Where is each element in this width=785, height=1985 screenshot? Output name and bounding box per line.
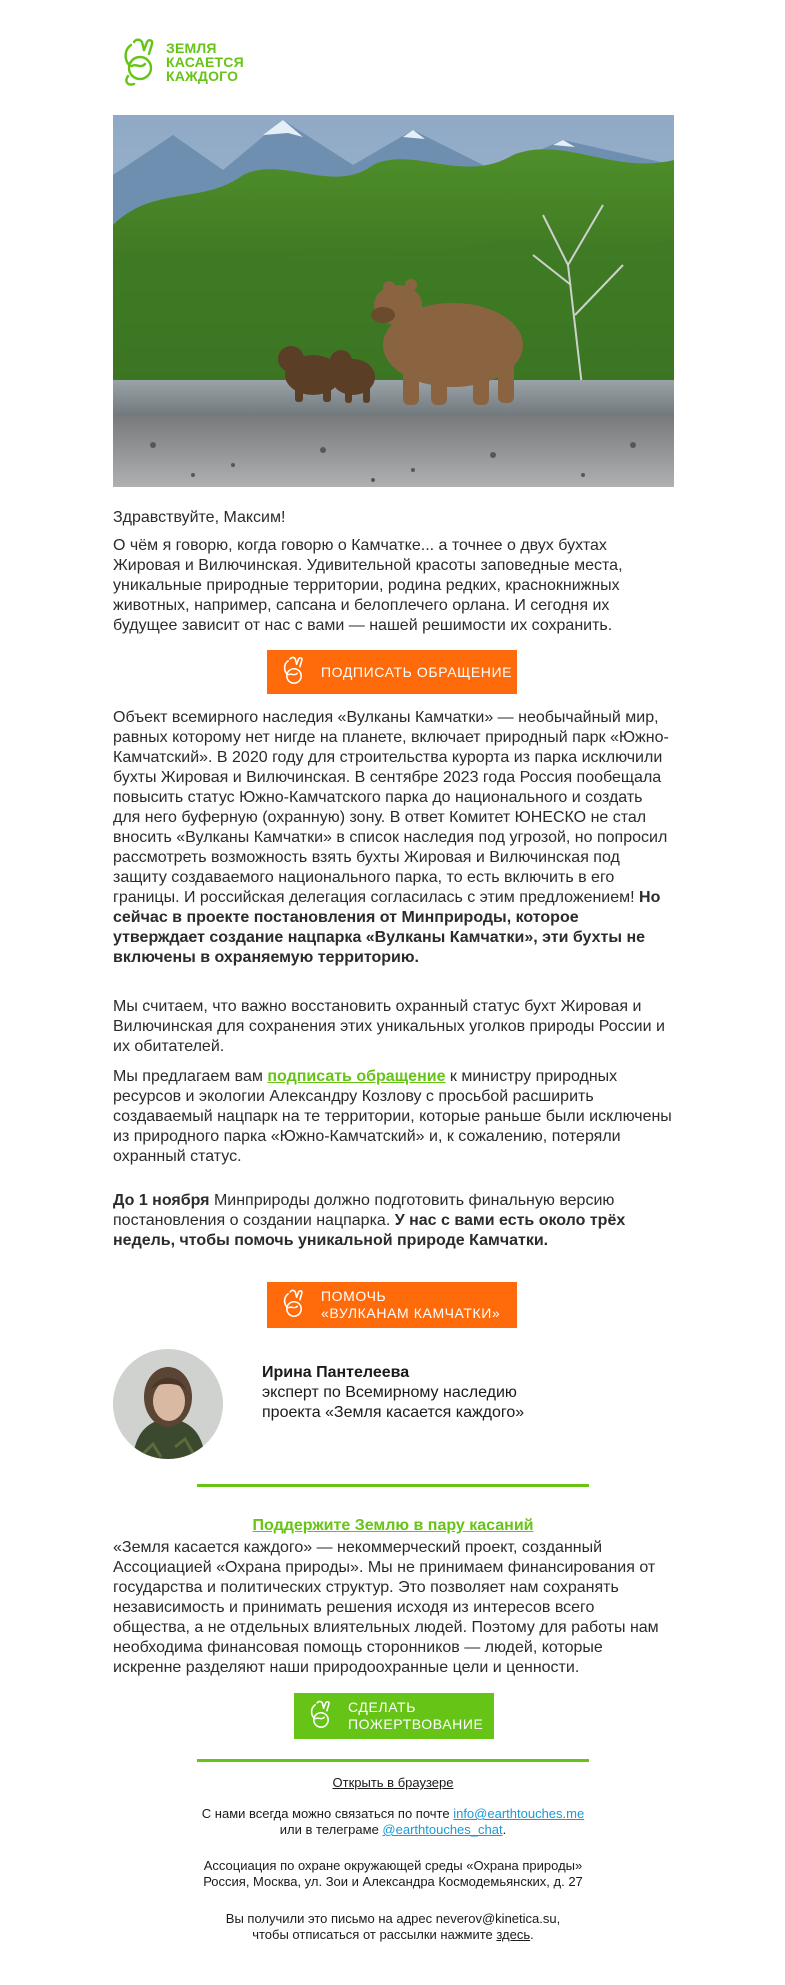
sign-petition-button[interactable] [267,650,517,694]
author-signature [262,1363,524,1423]
unsubscribe-line [113,1927,673,1943]
unsubscribe-dot: . [530,1927,534,1942]
author-name: Ирина Пантелеева [262,1364,410,1381]
support-paragraph: «Земля касается каждого» — некоммерческий проект, созданный Ассоциацией «Охрана природы». Мы не принимаем финансирования от государства и политических структур. Это позволяет нам сохранять независимость и принимать решения исходя из интересов всего общества, а не отдельных влиятельных людей. Поэтому для работы нам необходима финансовая помощь сторонников — людей, которые искренне разделяют наши природоохранные цели и ценности. [113,1539,659,1676]
hero-image-bears[interactable] [113,115,674,487]
body-paragraph-3-rest: к министру природных ресурсов и экологии Александру Козлову с просьбой расширить создаваемый нацпарк на те территории, которые раньше были исключены из природного парка «Южно-Камчатский» и, к сожалению, потеряли охранный статус. [113,1068,672,1165]
divider [197,1759,589,1762]
footer-unsubscribe [113,1911,673,1943]
body-paragraph-2: Мы считаем, что важно восстановить охранный статус бухт Жировая и Вилючинская для сохранения этих уникальных уголков природы России и их обитателей. [113,998,665,1055]
help-volcanoes-button[interactable] [267,1282,517,1328]
footer-email-line [113,1806,673,1822]
author-role-2: проекта «Земля касается каждого» [262,1404,525,1421]
body-paragraph-4 [113,1191,673,1251]
body-paragraph-1 [113,708,673,968]
body-paragraph-4-text: Минприроды должно подготовить финальную версию постановления о создании нацпарка. [113,1192,615,1229]
org-address: Россия, Москва, ул. Зои и Александра Космодемьянских, д. 27 [203,1874,583,1889]
telegram-link[interactable]: @earthtouches_chat [382,1822,503,1837]
brand-logo[interactable] [118,34,268,90]
donate-button[interactable] [294,1693,494,1739]
org-name: Ассоциация по охране окружающей среды «Охрана природы» [203,1858,583,1873]
help-volcanoes-label: ПОМОЧЬ «ВУЛКАНАМ КАМЧАТКИ» [321,1288,501,1321]
donate-label: СДЕЛАТЬ ПОЖЕРТВОВАНИЕ [348,1699,484,1732]
body-paragraph-4-bold: У нас с вами есть около трёх недель, чтобы помочь уникальной природе Камчатки. [113,1212,626,1249]
intro-paragraph: О чём я говорю, когда говорю о Камчатке... а точнее о двух бухтах Жировая и Вилючинская. Удивительной красоты заповедные места, уникальные природные территории, родина редких, краснокнижных животных, например, сапсана и белоплечего орлана. И сегодня их будущее зависит от нас с вами — нашей решимости их сохранить. [113,537,623,634]
body-paragraph-3-text: Мы предлагаем вам [113,1068,268,1085]
author-avatar [113,1349,223,1459]
recipient-info: Вы получили это письмо на адрес neverov@kinetica.su, [225,1911,561,1926]
body-paragraph-1-bold: Но сейчас в проекте постановления от Минприроды, которое утверждает создание нацпарка «Вулканы Камчатки», эти бухты не включены в охраняемую территорию. [113,889,661,966]
body-paragraph-3 [113,1067,673,1167]
body-paragraph-1-text: Объект всемирного наследия «Вулканы Камчатки» — необычайный мир, равных которому нет нигде на планете, включает природный парк «Южно-Камчатский». В 2020 году для строительства курорта из парка исключили бухты Жировая и Вилючинская. В сентябре 2023 года Россия пообещала повысить статус Южно-Камчатского парка до национального и создать для него буферную (охранную) зону. В ответ Комитет ЮНЕСКО не стал вносить «Вулканы Камчатки» в список наследия под угрозой, но попросил рассмотреть возможность взять бухты Жировая и Вилючинская под защиту создаваемого национального парка, то есть включить в его границы. И российская делегация согласилась с этим предложением! [113,709,669,906]
footer-telegram-line [113,1822,673,1838]
logo-text: ЗЕМЛЯ КАСАЕТСЯ КАЖДОГО [166,40,244,84]
unsubscribe-text: чтобы отписаться от рассылки нажмите [252,1927,497,1942]
sign-petition-link[interactable]: подписать обращение [267,1068,446,1085]
sign-petition-label: ПОДПИСАТЬ ОБРАЩЕНИЕ [321,663,513,680]
divider [197,1484,589,1487]
footer-email-text: С нами всегда можно связаться по почте [201,1806,454,1821]
footer-telegram-text: или в телеграме [279,1822,383,1837]
footer-dot: . [502,1822,507,1837]
hand-planet-icon [277,655,311,689]
email-link[interactable]: info@earthtouches.me [453,1806,585,1821]
footer-contacts [113,1806,673,1838]
hand-planet-icon [304,1699,338,1733]
open-in-browser-link[interactable]: Открыть в браузере [332,1775,454,1790]
hand-planet-icon [118,36,162,88]
deadline-bold: До 1 ноября [113,1192,210,1209]
greeting: Здравствуйте, Максим! [113,509,286,526]
hand-planet-icon [277,1288,311,1322]
unsubscribe-link[interactable]: здесь [496,1927,531,1942]
footer-org [113,1858,673,1890]
bears-photo [113,115,674,487]
open-in-browser [113,1775,673,1791]
support-title-link[interactable]: Поддержите Землю в пару касаний [252,1517,534,1534]
author-role-1: эксперт по Всемирному наследию [262,1384,517,1401]
author-photo [113,1349,223,1459]
